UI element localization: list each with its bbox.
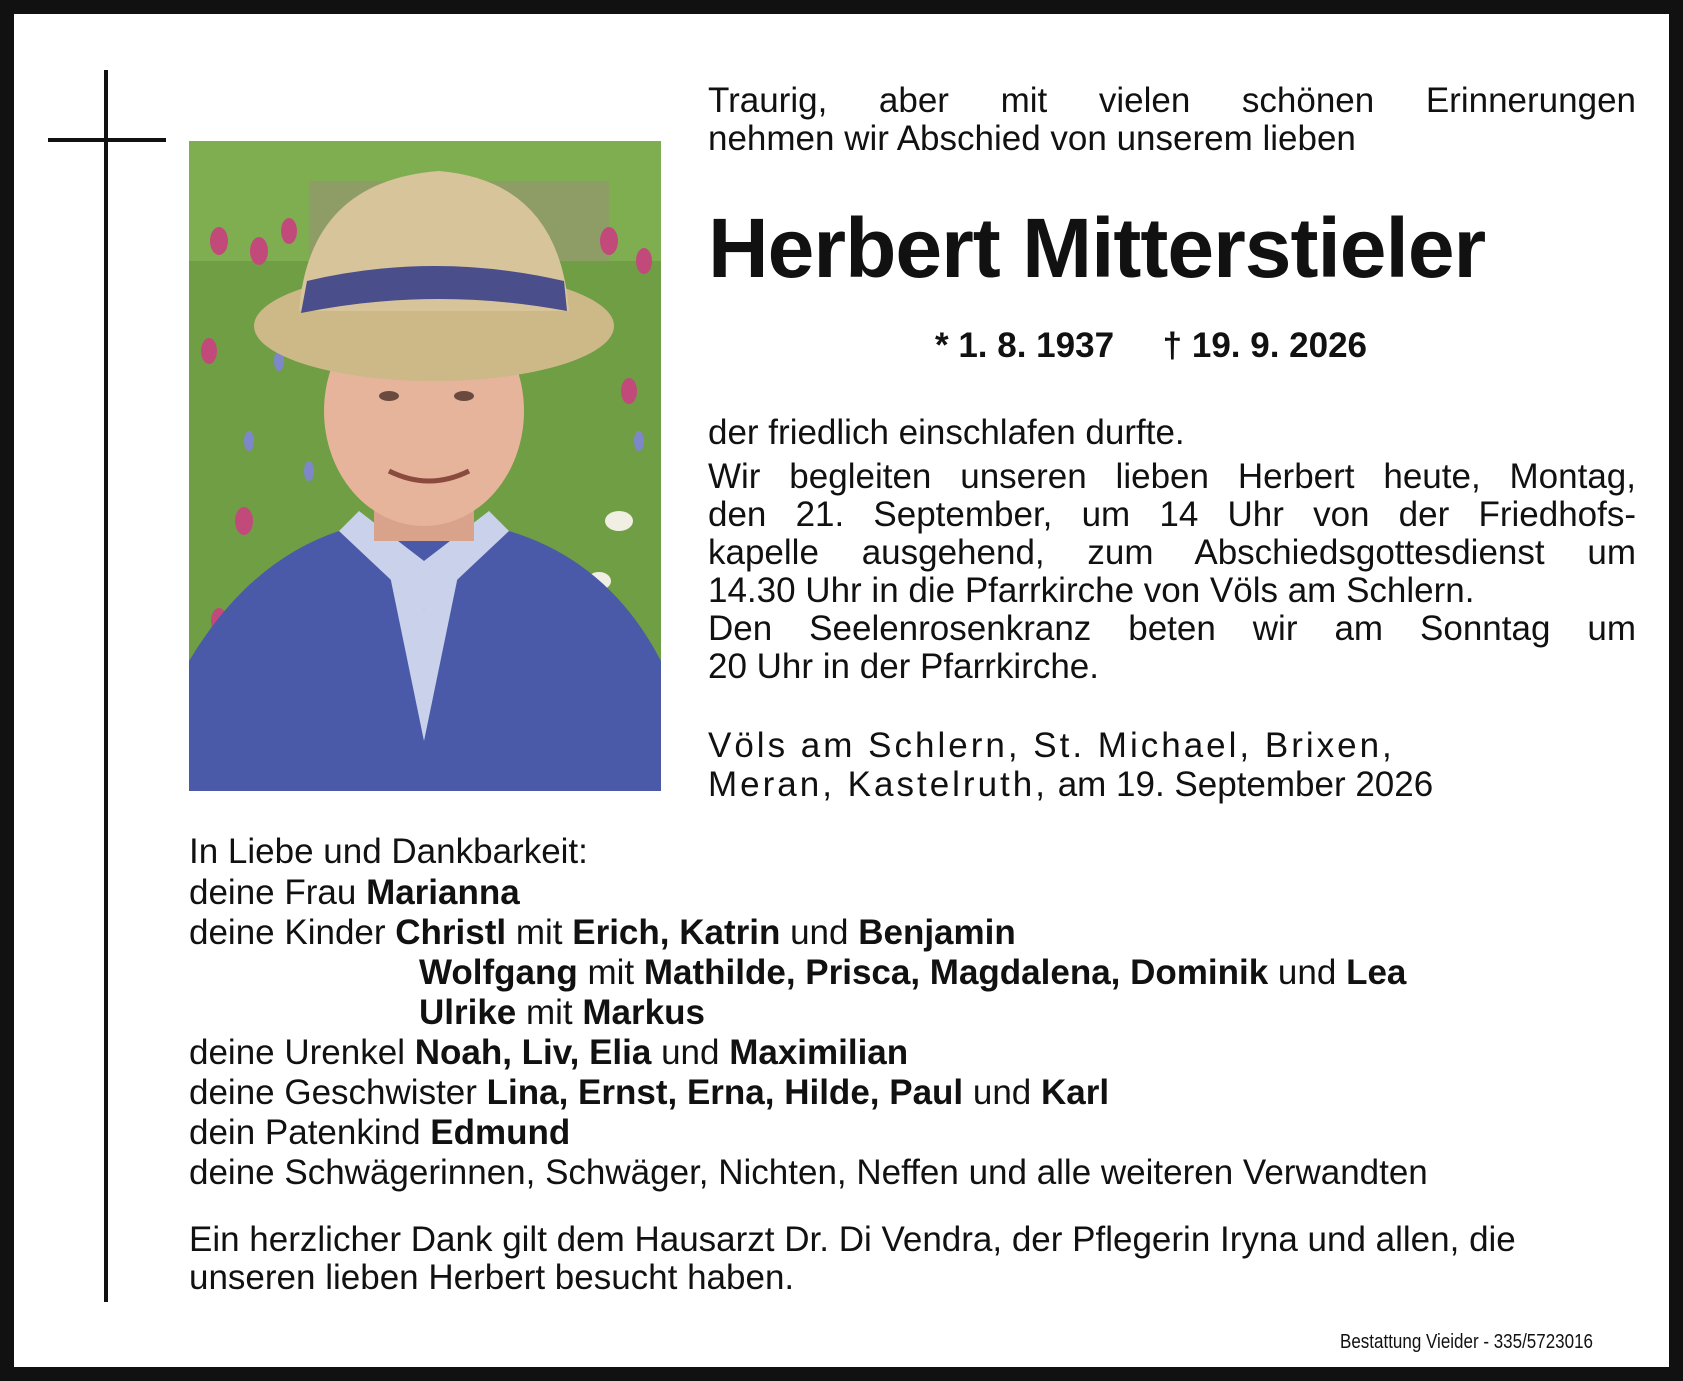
family-children — [189, 913, 1649, 953]
deceased-name: Herbert Mitterstieler — [708, 201, 1486, 295]
family-child-2 — [419, 953, 1683, 993]
life-dates — [935, 326, 1367, 366]
family-name: Lina, Ernst, Erna, Hilde, Paul — [486, 1073, 964, 1112]
family-label: deine Urenkel — [189, 1033, 415, 1072]
family-name: Christl — [395, 913, 507, 952]
funeral-home-contact: Bestattung Vieider - 335/5723016 — [1340, 1331, 1593, 1353]
family-conjunction: und — [651, 1033, 730, 1072]
family-relatives: deine Schwägerinnen, Schwäger, Nichten, Neffen und alle weiteren Verwandten — [189, 1153, 1428, 1192]
funeral-line: 14.30 Uhr in die Pfarrkirche von Völs am Schlern. — [708, 571, 1475, 610]
portrait-illustration — [189, 141, 661, 791]
notice-date: am 19. September 2026 — [1047, 765, 1434, 804]
family-label: deine Frau — [189, 873, 367, 912]
family-heading: In Liebe und Dankbarkeit: — [189, 832, 588, 871]
thanks-line: unseren lieben Herbert besucht haben. — [189, 1258, 795, 1297]
family-conjunction: und — [963, 1073, 1041, 1112]
funeral-details — [708, 458, 1636, 686]
rosary-line: Den Seelenrosenkranz beten wir am Sonntag um — [708, 609, 1636, 648]
intro-line-1: Traurig, aber mit vielen schönen Erinnerungen — [708, 81, 1636, 120]
family-name: Benjamin — [858, 913, 1016, 952]
family-name: Maximilian — [729, 1033, 909, 1072]
family-conjunction: mit — [577, 953, 644, 992]
family-label: dein Patenkind — [189, 1113, 431, 1152]
family-name: Karl — [1041, 1073, 1110, 1112]
family-conjunction: und — [780, 913, 859, 952]
family-godchild — [189, 1113, 1649, 1153]
family-child-3 — [419, 993, 1683, 1033]
birth-date: * 1. 8. 1937 — [935, 326, 1115, 365]
places-line-1: Völs am Schlern, St. Michael, Brixen, — [708, 726, 1395, 765]
cross-icon-horizontal — [48, 138, 166, 142]
cross-icon-vertical — [104, 70, 108, 1302]
family-conjunction: und — [1268, 953, 1347, 992]
family-name: Markus — [582, 993, 705, 1032]
family-name: Ulrike — [419, 993, 517, 1032]
family-conjunction: mit — [506, 913, 573, 952]
thanks-line: Ein herzlicher Dank gilt dem Hausarzt Dr. Di Vendra, der Pflegerin Iryna und allen, die — [189, 1220, 1516, 1259]
family-name: Erich, Katrin — [572, 913, 781, 952]
family-name: Marianna — [366, 873, 520, 912]
family-conjunction: mit — [516, 993, 583, 1032]
family-name: Noah, Liv, Elia — [414, 1033, 652, 1072]
place-and-date — [708, 726, 1636, 804]
thanks-note — [189, 1221, 1636, 1297]
funeral-line: kapelle ausgehend, zum Abschiedsgottesdienst um — [708, 533, 1636, 572]
passing-note: der friedlich einschlafen durfte. — [708, 413, 1185, 452]
family-label: deine Geschwister — [189, 1073, 487, 1112]
family-name: Lea — [1346, 953, 1407, 992]
rosary-line: 20 Uhr in der Pfarrkirche. — [708, 647, 1099, 686]
portrait-photo — [189, 141, 661, 791]
family-name: Mathilde, Prisca, Magdalena, Dominik — [643, 953, 1269, 992]
death-date: † 19. 9. 2026 — [1162, 326, 1368, 365]
family-name: Wolfgang — [419, 953, 578, 992]
family-name: Edmund — [430, 1113, 571, 1152]
family-label: deine Kinder — [189, 913, 396, 952]
family-wife — [189, 873, 1649, 913]
family-great-grandchildren — [189, 1033, 1649, 1073]
funeral-line: den 21. September, um 14 Uhr von der Friedhofs- — [708, 495, 1636, 534]
intro-line-2: nehmen wir Abschied von unserem lieben — [708, 119, 1356, 158]
places-line-2: Meran, Kastelruth, — [708, 765, 1048, 804]
funeral-line: Wir begleiten unseren lieben Herbert heute, Montag, — [708, 457, 1636, 496]
family-siblings — [189, 1073, 1649, 1113]
